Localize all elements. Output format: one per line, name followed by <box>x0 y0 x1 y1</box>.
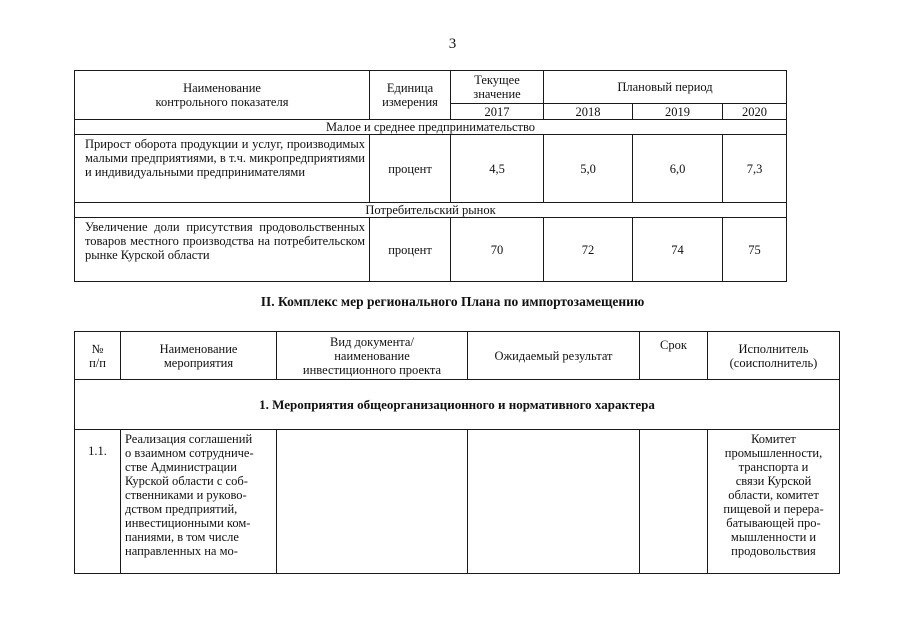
indicator-value-2020: 7,3 <box>723 135 787 203</box>
header-unit: Единица измерения <box>370 71 451 120</box>
indicator-unit: процент <box>370 218 451 282</box>
header-year-2020: 2020 <box>723 104 787 120</box>
indicator-name: Прирост оборота продукции и услуг, производимых малыми предприятиями, в т.ч. микропредприятиями и индивидуальными предпринимателями <box>75 135 370 203</box>
header-executor: Исполнитель (соисполнитель) <box>708 332 840 380</box>
header-expected-result: Ожидаемый результат <box>468 332 640 380</box>
term-cell <box>640 430 708 574</box>
indicator-unit: процент <box>370 135 451 203</box>
indicator-value-2019: 74 <box>633 218 723 282</box>
header-measure-name: Наименование мероприятия <box>121 332 277 380</box>
group-title: 1. Мероприятия общеорганизационного и нормативного характера <box>75 380 840 430</box>
header-indicator-name: Наименование контрольного показателя <box>75 71 370 120</box>
document-type-cell <box>277 430 468 574</box>
header-number: № п/п <box>75 332 121 380</box>
indicator-value-2019: 6,0 <box>633 135 723 203</box>
measure-name: Реализация соглашений о взаимном сотрудниче- стве Администрации Курской области с соб- ственниками и руково- дством предприятий, инвестиционными ком- паниями, в том числе направленных на мо- <box>121 430 277 574</box>
indicator-value-2017: 4,5 <box>451 135 544 203</box>
indicator-value-2020: 75 <box>723 218 787 282</box>
indicator-value-2017: 70 <box>451 218 544 282</box>
header-current-value: Текущее значение <box>451 71 544 104</box>
executor-cell: Комитет промышленности, транспорта и связи Курской области, комитет пищевой и перера- батывающей про- мышленности и продовольствия <box>708 430 840 574</box>
indicators-table <box>74 70 787 282</box>
header-document-type: Вид документа/ наименование инвестиционного проекта <box>277 332 468 380</box>
page-number: 3 <box>448 36 457 52</box>
header-planned-period: Плановый период <box>544 71 787 104</box>
header-term: Срок <box>640 332 708 380</box>
indicator-value-2018: 5,0 <box>544 135 633 203</box>
measures-table <box>74 331 840 574</box>
expected-result-cell <box>468 430 640 574</box>
indicator-value-2018: 72 <box>544 218 633 282</box>
header-year-2019: 2019 <box>633 104 723 120</box>
header-year-2017: 2017 <box>451 104 544 120</box>
row-number: 1.1. <box>75 430 121 574</box>
header-year-2018: 2018 <box>544 104 633 120</box>
section-title-small-business: Малое и среднее предпринимательство <box>75 120 787 135</box>
section-title-consumer-market: Потребительский рынок <box>75 203 787 218</box>
section-heading: II. Комплекс мер регионального Плана по импортозамещению <box>260 294 645 309</box>
indicator-name: Увеличение доли присутствия продовольственных товаров местного производства на потребительском рынке Курской области <box>75 218 370 282</box>
